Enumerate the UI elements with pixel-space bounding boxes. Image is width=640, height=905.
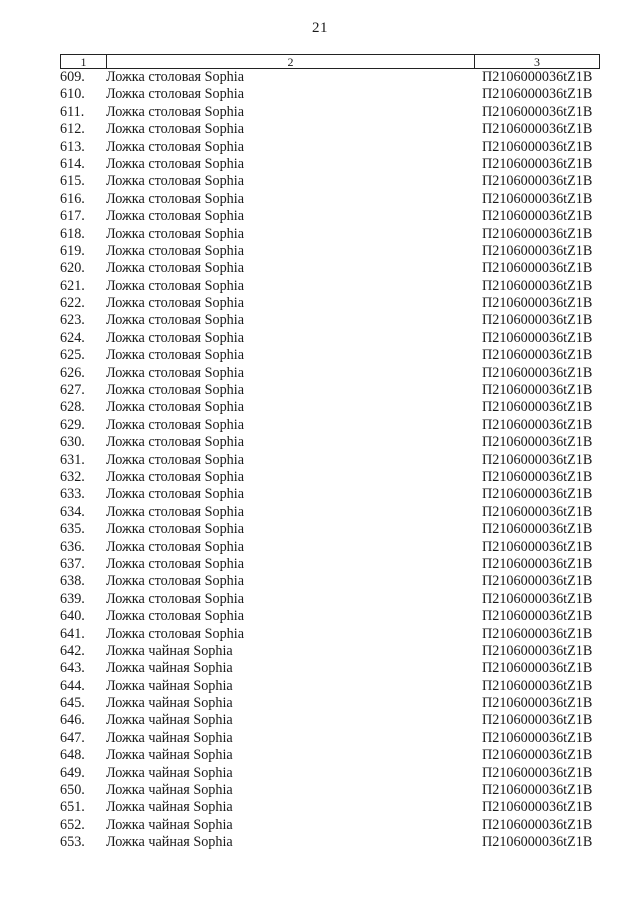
items-table — [60, 54, 600, 852]
row-number: 653. — [60, 834, 85, 851]
table-row — [60, 626, 600, 643]
table-row — [60, 504, 600, 521]
item-code: П2106000036tZ1B — [482, 312, 593, 329]
row-number: 643. — [60, 660, 85, 677]
row-number: 650. — [60, 782, 85, 799]
item-code: П2106000036tZ1B — [482, 347, 593, 364]
item-code: П2106000036tZ1B — [482, 190, 593, 207]
item-name: Ложка столовая Sophia — [106, 486, 245, 503]
item-code: П2106000036tZ1B — [482, 677, 593, 694]
item-name: Ложка столовая Sophia — [106, 190, 245, 207]
item-code: П2106000036tZ1B — [482, 642, 593, 659]
item-name: Ложка чайная Sophia — [106, 747, 233, 764]
table-row — [60, 452, 600, 469]
table-row — [60, 104, 600, 121]
row-number: 627. — [60, 382, 85, 399]
table-row — [60, 226, 600, 243]
item-code: П2106000036tZ1B — [482, 468, 593, 485]
table-row — [60, 712, 600, 729]
row-number: 632. — [60, 468, 85, 485]
row-number: 638. — [60, 573, 85, 590]
item-name: Ложка столовая Sophia — [106, 138, 245, 155]
table-row — [60, 469, 600, 486]
table-row — [60, 295, 600, 312]
table-row — [60, 608, 600, 625]
item-code: П2106000036tZ1B — [482, 121, 593, 138]
item-name: Ложка столовая Sophia — [106, 121, 245, 138]
table-row — [60, 330, 600, 347]
row-number: 613. — [60, 138, 85, 155]
row-number: 619. — [60, 242, 85, 259]
item-name: Ложка столовая Sophia — [106, 503, 245, 520]
row-number: 615. — [60, 173, 85, 190]
item-name: Ложка столовая Sophia — [106, 277, 245, 294]
item-code: П2106000036tZ1B — [482, 329, 593, 346]
table-row — [60, 260, 600, 277]
item-code: П2106000036tZ1B — [482, 277, 593, 294]
item-code: П2106000036tZ1B — [482, 86, 593, 103]
row-number: 641. — [60, 625, 85, 642]
table-row — [60, 399, 600, 416]
item-name: Ложка столовая Sophia — [106, 242, 245, 259]
item-name: Ложка столовая Sophia — [106, 225, 245, 242]
item-code: П2106000036tZ1B — [482, 399, 593, 416]
item-name: Ложка столовая Sophia — [106, 555, 245, 572]
item-code: П2106000036tZ1B — [482, 208, 593, 225]
table-row — [60, 173, 600, 190]
item-code: П2106000036tZ1B — [482, 816, 593, 833]
item-code: П2106000036tZ1B — [482, 416, 593, 433]
item-code: П2106000036tZ1B — [482, 729, 593, 746]
table-row — [60, 365, 600, 382]
item-code: П2106000036tZ1B — [482, 747, 593, 764]
row-number: 617. — [60, 208, 85, 225]
row-number: 630. — [60, 434, 85, 451]
item-code: П2106000036tZ1B — [482, 451, 593, 468]
row-number: 614. — [60, 155, 85, 172]
item-name: Ложка столовая Sophia — [106, 329, 245, 346]
item-name: Ложка столовая Sophia — [106, 69, 245, 85]
item-code: П2106000036tZ1B — [482, 103, 593, 120]
item-code: П2106000036tZ1B — [482, 503, 593, 520]
row-number: 651. — [60, 799, 85, 816]
row-number: 637. — [60, 555, 85, 572]
item-code: П2106000036tZ1B — [482, 260, 593, 277]
item-name: Ложка чайная Sophia — [106, 782, 233, 799]
row-number: 642. — [60, 642, 85, 659]
item-name: Ложка чайная Sophia — [106, 660, 233, 677]
item-name: Ложка столовая Sophia — [106, 260, 245, 277]
item-name: Ложка столовая Sophia — [106, 399, 245, 416]
item-name: Ложка столовая Sophia — [106, 173, 245, 190]
row-number: 634. — [60, 503, 85, 520]
column-header-2: 2 — [107, 55, 475, 68]
row-number: 621. — [60, 277, 85, 294]
item-code: П2106000036tZ1B — [482, 590, 593, 607]
table-row — [60, 69, 600, 86]
table-row — [60, 521, 600, 538]
item-code: П2106000036tZ1B — [482, 764, 593, 781]
table-row — [60, 799, 600, 816]
item-code: П2106000036tZ1B — [482, 555, 593, 572]
row-number: 612. — [60, 121, 85, 138]
table-row — [60, 539, 600, 556]
item-code: П2106000036tZ1B — [482, 538, 593, 555]
table-row — [60, 782, 600, 799]
item-code: П2106000036tZ1B — [482, 573, 593, 590]
table-row — [60, 834, 600, 851]
table-row — [60, 747, 600, 764]
item-name: Ложка столовая Sophia — [106, 416, 245, 433]
item-code: П2106000036tZ1B — [482, 625, 593, 642]
row-number: 633. — [60, 486, 85, 503]
item-name: Ложка столовая Sophia — [106, 521, 245, 538]
row-number: 618. — [60, 225, 85, 242]
row-number: 611. — [60, 103, 85, 120]
row-number: 646. — [60, 712, 85, 729]
row-number: 620. — [60, 260, 85, 277]
row-number: 616. — [60, 190, 85, 207]
table-row — [60, 573, 600, 590]
item-code: П2106000036tZ1B — [482, 155, 593, 172]
row-number: 649. — [60, 764, 85, 781]
item-code: П2106000036tZ1B — [482, 225, 593, 242]
table-row — [60, 208, 600, 225]
item-code: П2106000036tZ1B — [482, 608, 593, 625]
table-row — [60, 347, 600, 364]
row-number: 647. — [60, 729, 85, 746]
item-name: Ложка чайная Sophia — [106, 695, 233, 712]
table-row — [60, 278, 600, 295]
page-number: 21 — [312, 20, 328, 36]
item-name: Ложка чайная Sophia — [106, 764, 233, 781]
item-name: Ложка столовая Sophia — [106, 625, 245, 642]
table-row — [60, 156, 600, 173]
item-name: Ложка столовая Sophia — [106, 295, 245, 312]
row-number: 648. — [60, 747, 85, 764]
item-code: П2106000036tZ1B — [482, 382, 593, 399]
item-name: Ложка чайная Sophia — [106, 834, 233, 851]
item-code: П2106000036tZ1B — [482, 834, 593, 851]
item-name: Ложка столовая Sophia — [106, 312, 245, 329]
item-code: П2106000036tZ1B — [482, 660, 593, 677]
item-name: Ложка чайная Sophia — [106, 799, 233, 816]
item-name: Ложка столовая Sophia — [106, 573, 245, 590]
item-name: Ложка столовая Sophia — [106, 538, 245, 555]
item-name: Ложка столовая Sophia — [106, 434, 245, 451]
item-code: П2106000036tZ1B — [482, 521, 593, 538]
item-code: П2106000036tZ1B — [482, 434, 593, 451]
row-number: 609. — [60, 69, 85, 85]
table-row — [60, 86, 600, 103]
table-row — [60, 191, 600, 208]
table-row — [60, 660, 600, 677]
table-row — [60, 243, 600, 260]
table-row — [60, 643, 600, 660]
item-name: Ложка столовая Sophia — [106, 590, 245, 607]
table-header — [60, 54, 600, 69]
item-name: Ложка чайная Sophia — [106, 816, 233, 833]
table-row — [60, 121, 600, 138]
item-name: Ложка столовая Sophia — [106, 86, 245, 103]
item-code: П2106000036tZ1B — [482, 695, 593, 712]
row-number: 626. — [60, 364, 85, 381]
item-name: Ложка чайная Sophia — [106, 712, 233, 729]
item-name: Ложка столовая Sophia — [106, 208, 245, 225]
item-code: П2106000036tZ1B — [482, 712, 593, 729]
item-name: Ложка чайная Sophia — [106, 677, 233, 694]
item-name: Ложка столовая Sophia — [106, 364, 245, 381]
row-number: 644. — [60, 677, 85, 694]
item-name: Ложка чайная Sophia — [106, 729, 233, 746]
item-name: Ложка столовая Sophia — [106, 468, 245, 485]
item-code: П2106000036tZ1B — [482, 799, 593, 816]
item-code: П2106000036tZ1B — [482, 138, 593, 155]
item-name: Ложка столовая Sophia — [106, 608, 245, 625]
table-row — [60, 765, 600, 782]
table-row — [60, 434, 600, 451]
row-number: 629. — [60, 416, 85, 433]
row-number: 652. — [60, 816, 85, 833]
item-name: Ложка столовая Sophia — [106, 451, 245, 468]
row-number: 645. — [60, 695, 85, 712]
item-name: Ложка столовая Sophia — [106, 347, 245, 364]
row-number: 610. — [60, 86, 85, 103]
table-row — [60, 556, 600, 573]
row-number: 636. — [60, 538, 85, 555]
item-code: П2106000036tZ1B — [482, 242, 593, 259]
table-row — [60, 417, 600, 434]
row-number: 624. — [60, 329, 85, 346]
row-number: 640. — [60, 608, 85, 625]
row-number: 639. — [60, 590, 85, 607]
table-body — [60, 69, 600, 852]
table-row — [60, 695, 600, 712]
item-code: П2106000036tZ1B — [482, 295, 593, 312]
item-name: Ложка столовая Sophia — [106, 155, 245, 172]
row-number: 631. — [60, 451, 85, 468]
column-header-3: 3 — [534, 55, 540, 69]
table-row — [60, 139, 600, 156]
item-code: П2106000036tZ1B — [482, 173, 593, 190]
item-name: Ложка столовая Sophia — [106, 382, 245, 399]
item-code: П2106000036tZ1B — [482, 364, 593, 381]
table-row — [60, 817, 600, 834]
row-number: 623. — [60, 312, 85, 329]
table-row — [60, 486, 600, 503]
row-number: 628. — [60, 399, 85, 416]
table-row — [60, 591, 600, 608]
row-number: 625. — [60, 347, 85, 364]
item-code: П2106000036tZ1B — [482, 69, 593, 85]
table-row — [60, 730, 600, 747]
column-header-1: 1 — [61, 55, 107, 68]
row-number: 635. — [60, 521, 85, 538]
table-row — [60, 678, 600, 695]
item-name: Ложка чайная Sophia — [106, 642, 233, 659]
row-number: 622. — [60, 295, 85, 312]
item-code: П2106000036tZ1B — [482, 782, 593, 799]
item-code: П2106000036tZ1B — [482, 486, 593, 503]
item-name: Ложка столовая Sophia — [106, 103, 245, 120]
table-row — [60, 382, 600, 399]
table-row — [60, 312, 600, 329]
